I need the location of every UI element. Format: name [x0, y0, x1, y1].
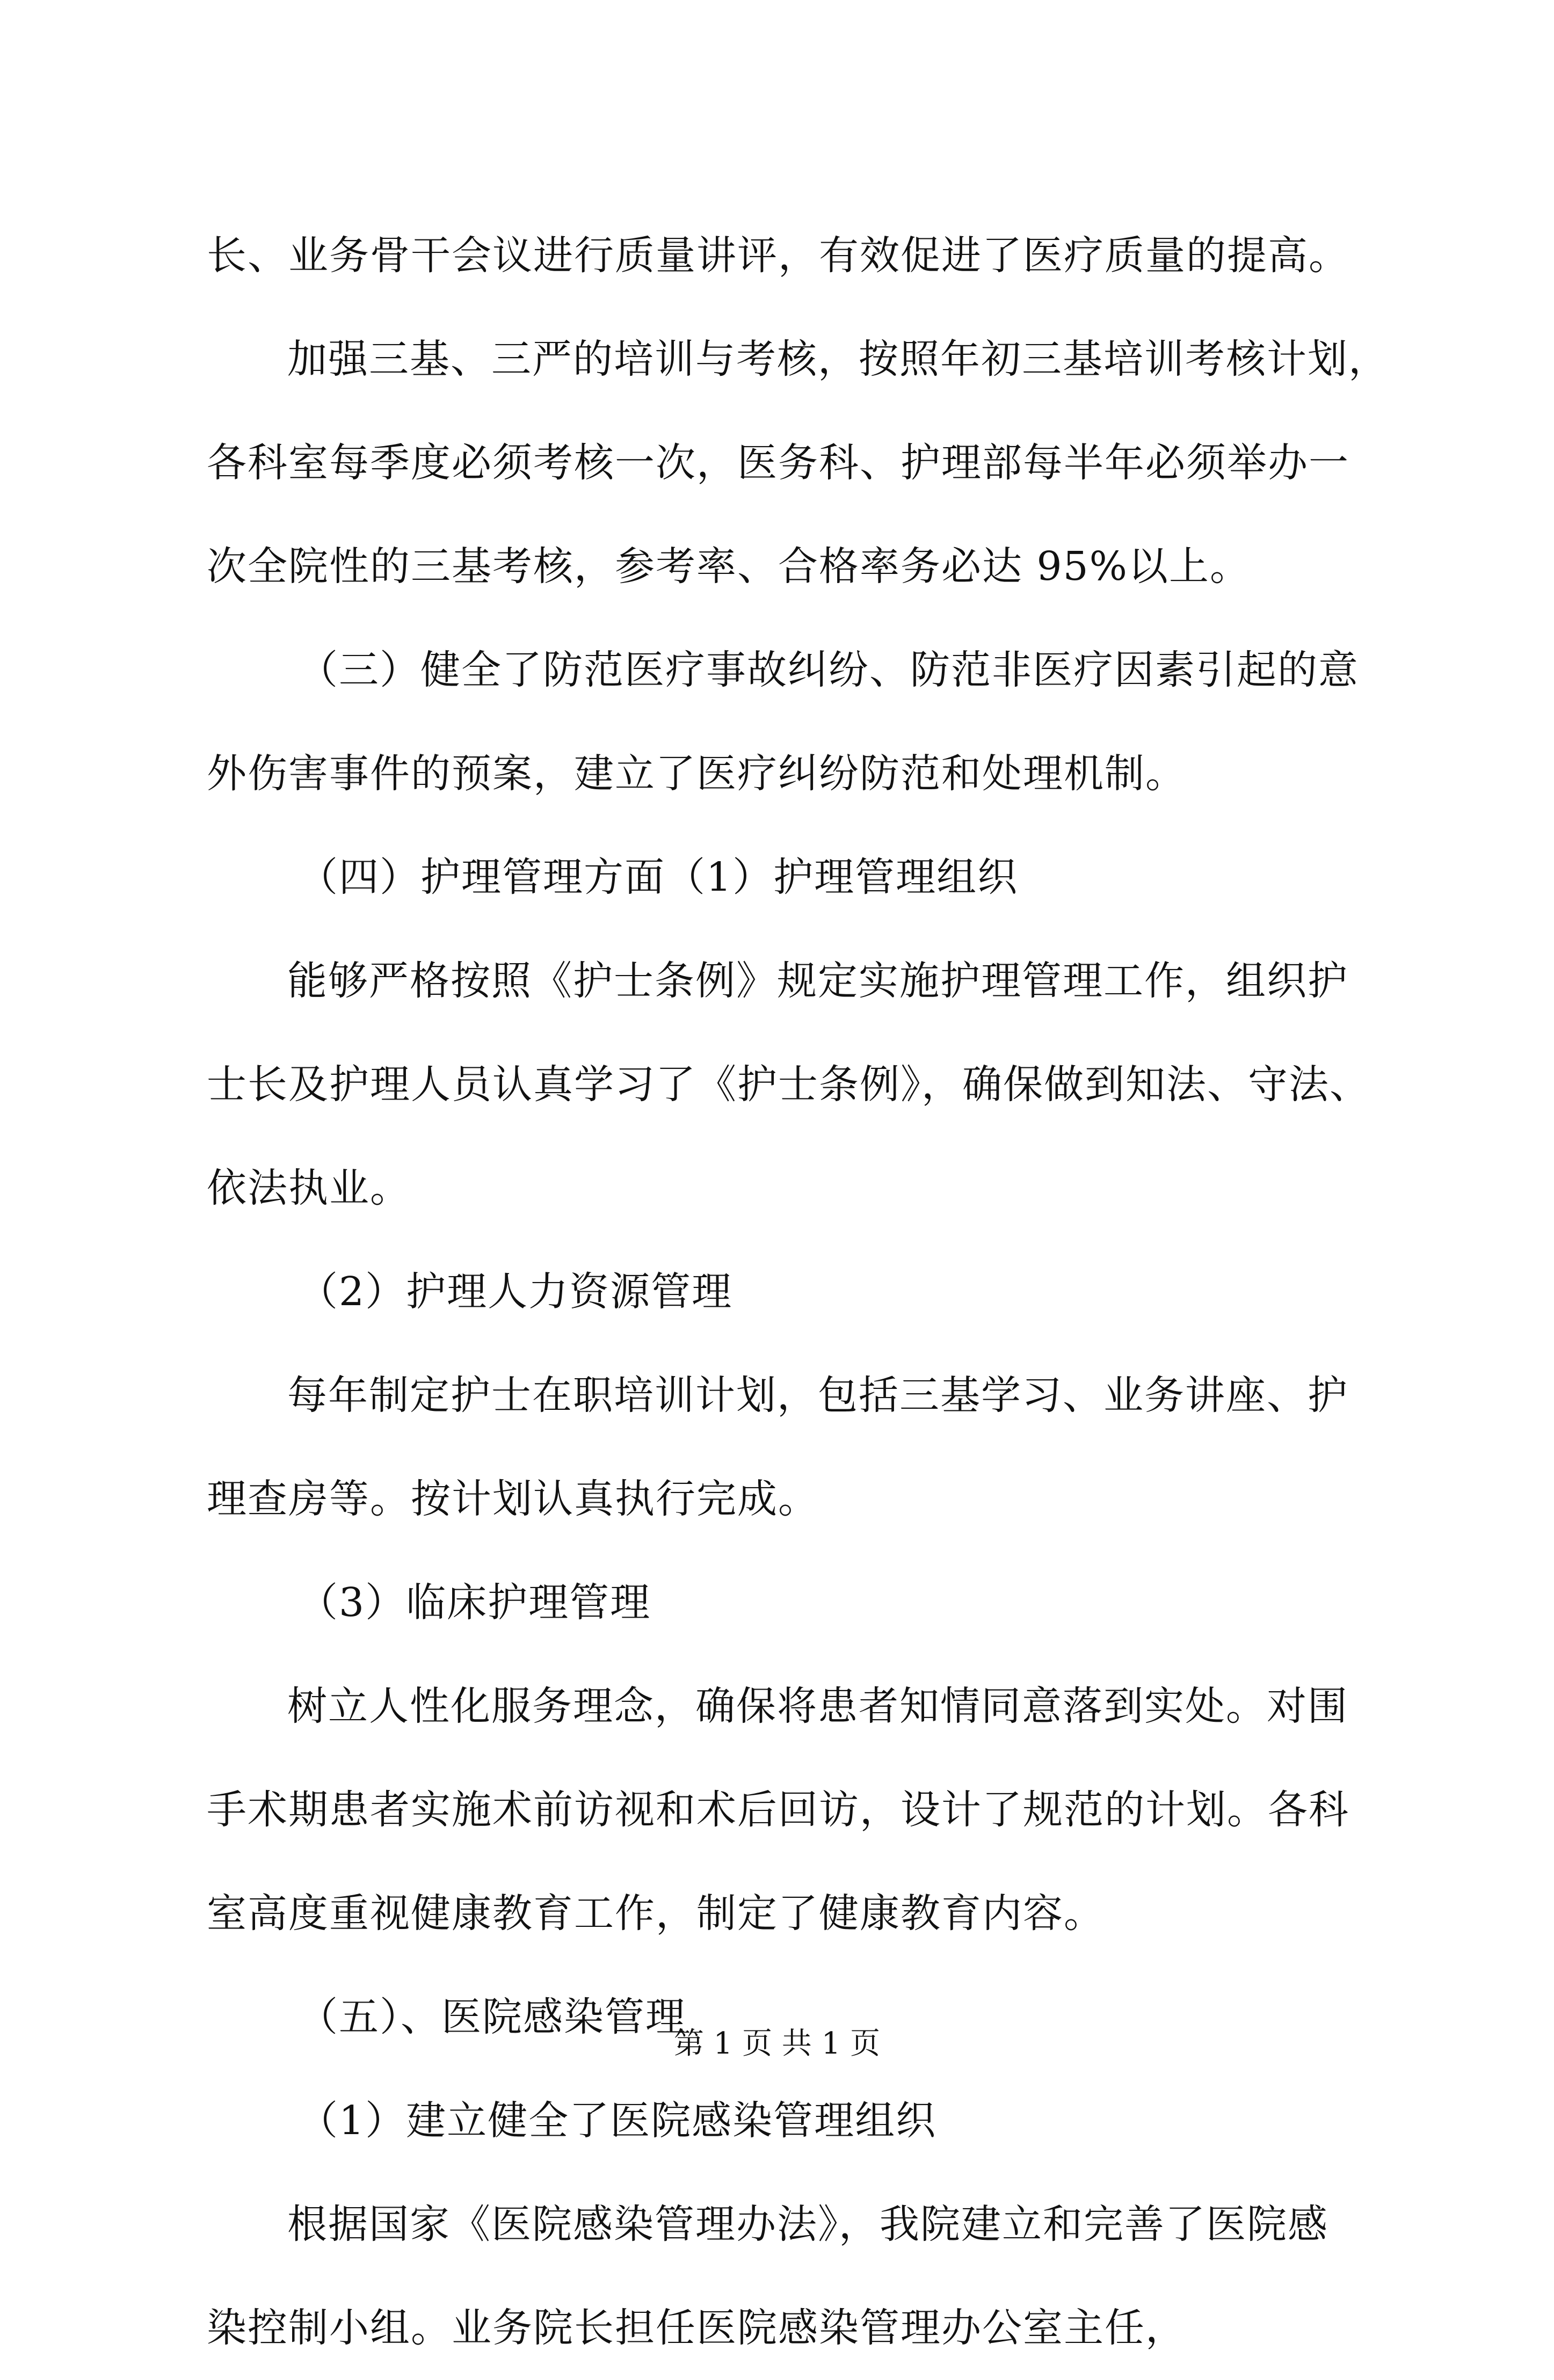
text-line: 每年制定护士在职培训计划，包括三基学习、业务讲座、护 — [287, 1372, 1348, 1418]
text-line: （三）健全了防范医疗事故纠纷、防范非医疗因素引起的意 — [298, 647, 1359, 693]
section-heading: （2）护理人力资源管理 — [298, 1269, 733, 1315]
section-heading: （四）护理管理方面（1）护理管理组织 — [298, 854, 1019, 900]
section-heading: （3）临床护理管理 — [298, 1580, 651, 1626]
section-heading: （1）建立健全了医院感染管理组织 — [298, 2098, 937, 2144]
text-line: 各科室每季度必须考核一次，医务科、护理部每半年必须举办一 — [207, 440, 1349, 486]
text-line: 染控制小组。业务院长担任医院感染管理办公室主任， — [207, 2305, 1186, 2351]
section-heading: （五）、医院感染管理 — [298, 1994, 686, 2040]
page-number-footer: 第 1 页 共 1 页 — [673, 2026, 881, 2061]
text-line: 外伤害事件的预案，建立了医疗纠纷防范和处理机制。 — [207, 751, 1186, 797]
text-line: 室高度重视健康教育工作，制定了健康教育内容。 — [207, 1890, 1105, 1937]
text-line: 手术期患者实施术前访视和术后回访，设计了规范的计划。各科 — [207, 1787, 1349, 1833]
text-line: 树立人性化服务理念，确保将患者知情同意落到实处。对围 — [287, 1683, 1348, 1729]
text-line: 能够严格按照《护士条例》规定实施护理管理工作，组织护 — [287, 958, 1348, 1004]
text-line: 士长及护理人员认真学习了《护士条例》，确保做到知法、守法、 — [207, 1061, 1370, 1108]
text-line: 依法执业。 — [207, 1165, 411, 1211]
text-line: 长、业务骨干会议进行质量讲评，有效促进了医疗质量的提高。 — [207, 232, 1349, 279]
text-line: 次全院性的三基考核，参考率、合格率务必达 95%以上。 — [207, 543, 1251, 589]
text-line: 理查房等。按计划认真执行完成。 — [207, 1476, 819, 1522]
text-line: 加强三基、三严的培训与考核，按照年初三基培训考核计划， — [287, 336, 1389, 382]
text-line: 根据国家《医院感染管理办法》，我院建立和完善了医院感 — [287, 2201, 1328, 2247]
